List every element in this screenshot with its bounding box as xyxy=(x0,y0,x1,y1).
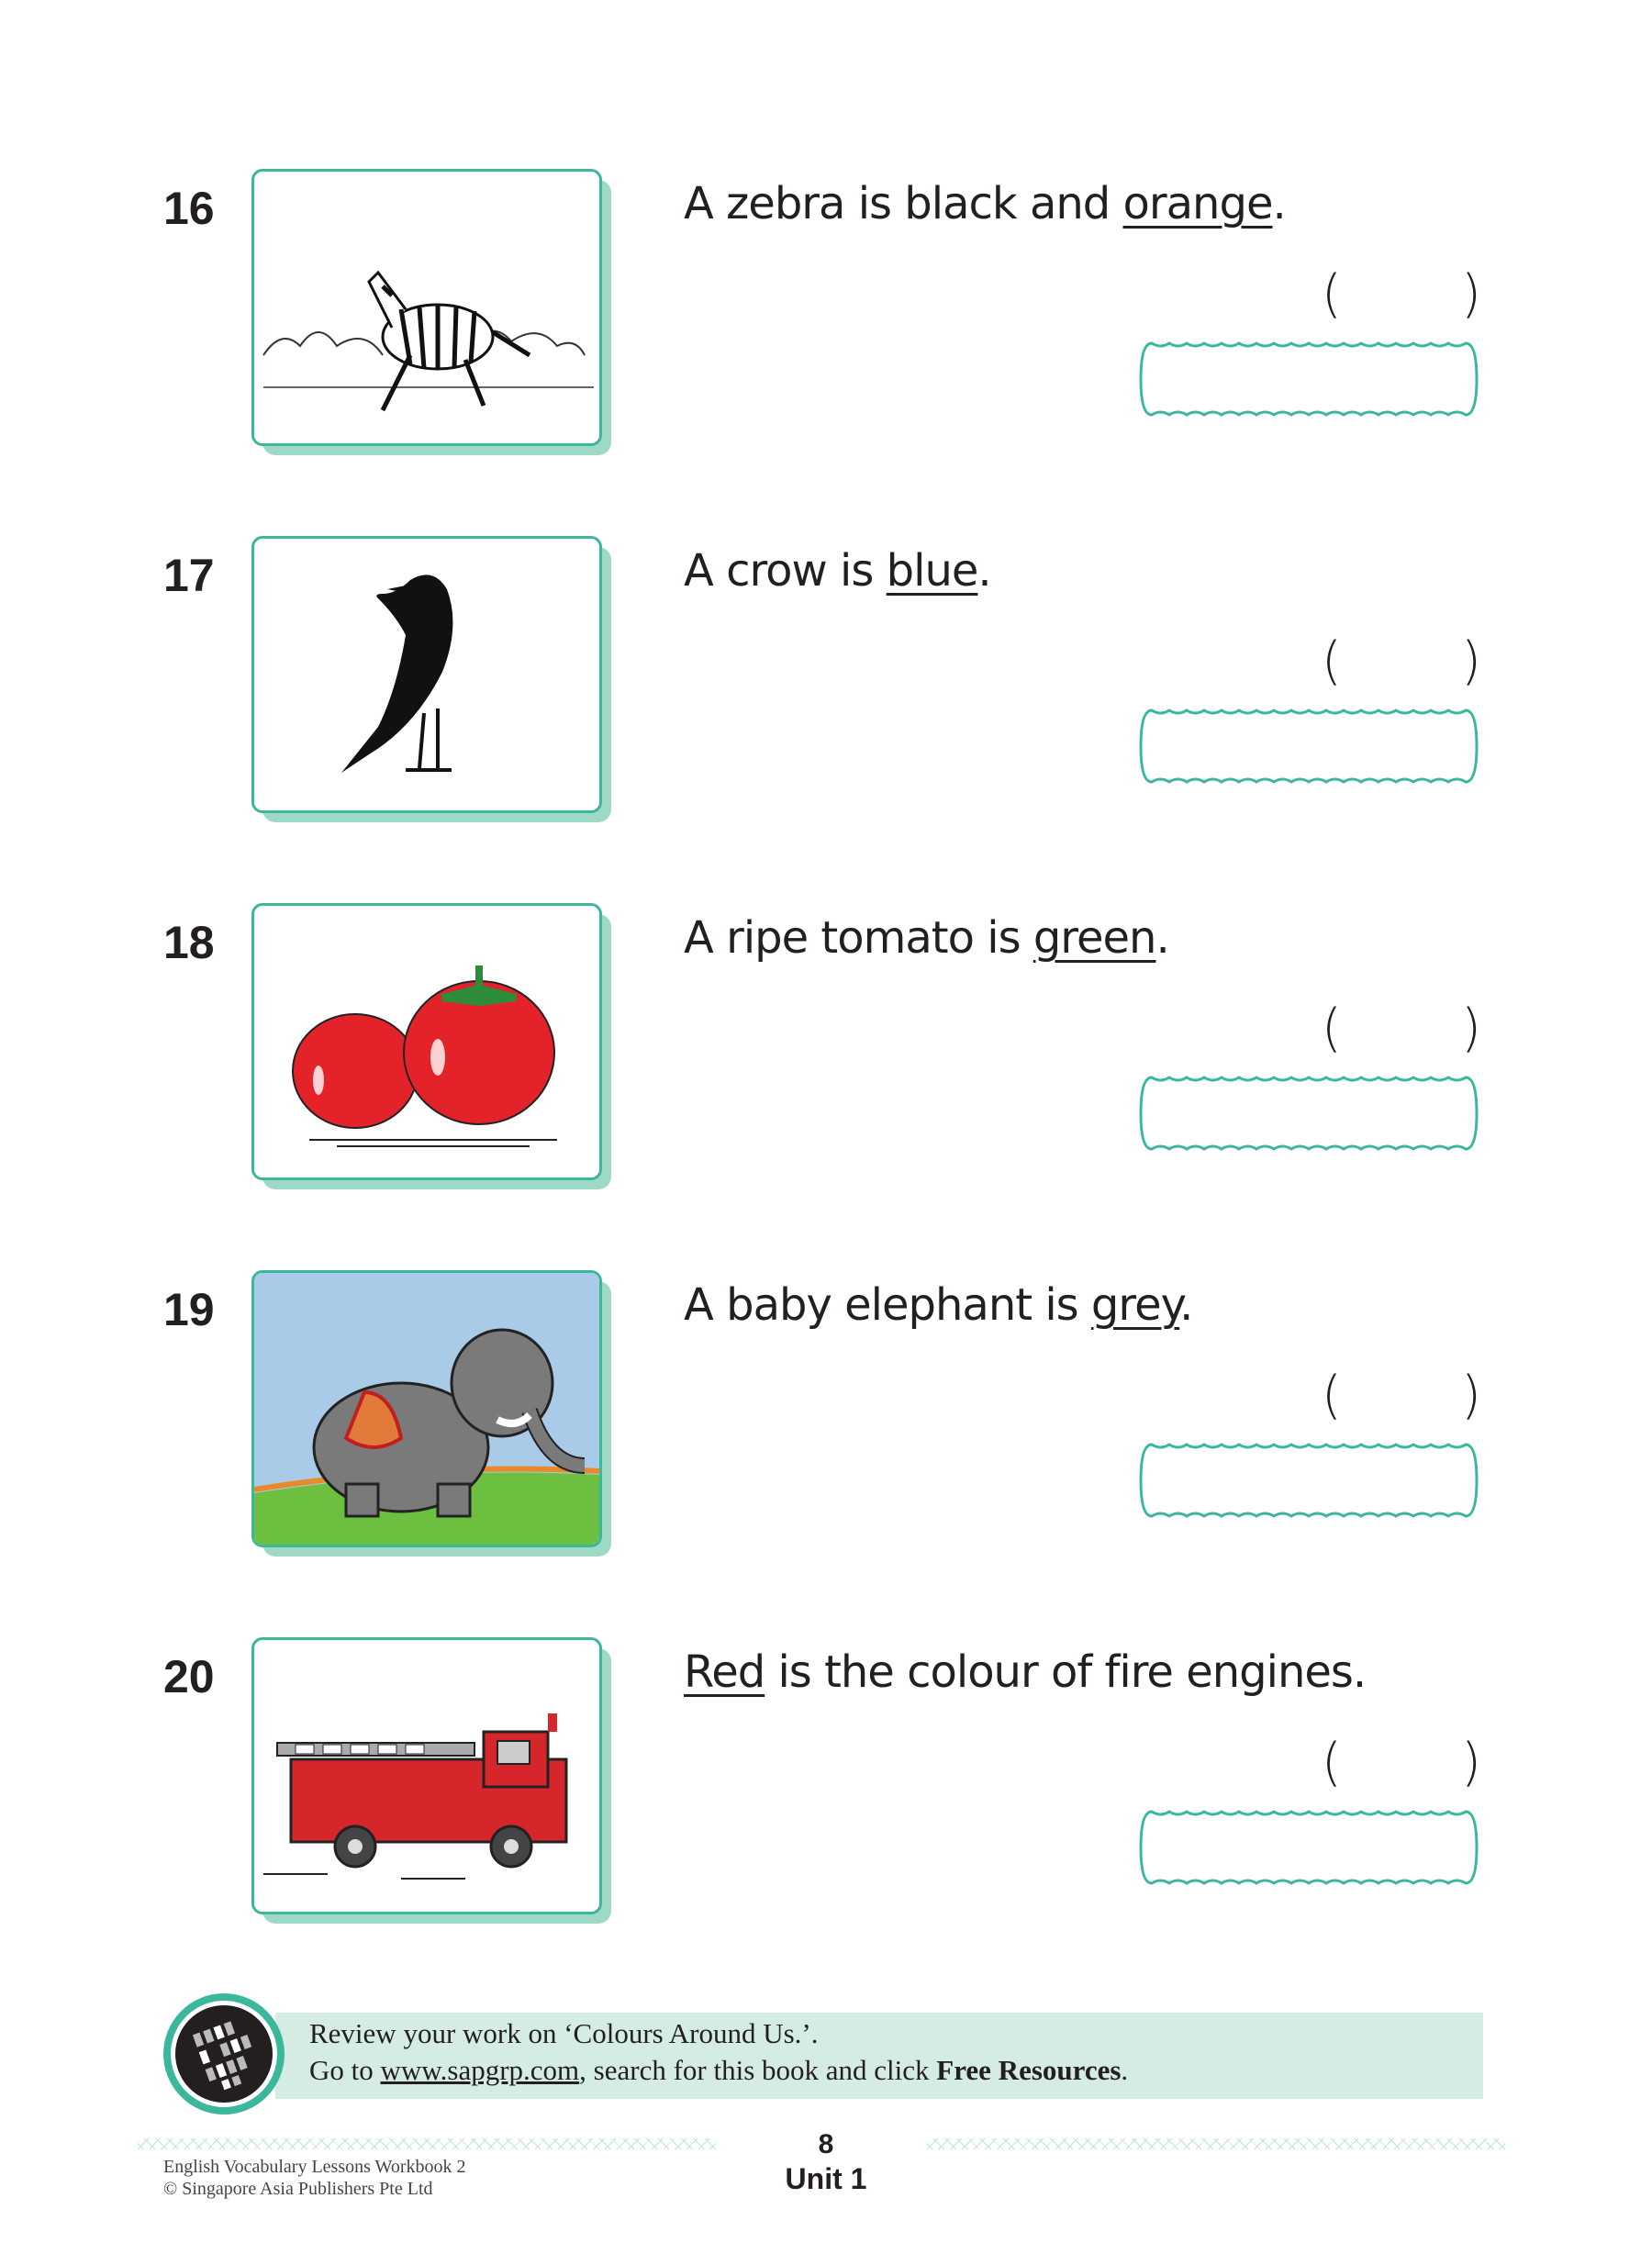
answer-bracket-open: ( xyxy=(1322,1733,1342,1792)
question-sentence xyxy=(684,545,991,597)
question-number: 20 xyxy=(163,1651,215,1702)
sentence-text: A ripe tomato is xyxy=(684,912,1033,964)
answer-box[interactable] xyxy=(1138,705,1479,787)
answer-bracket-open: ( xyxy=(1322,999,1342,1058)
question-item xyxy=(0,1646,1652,2017)
question-sentence xyxy=(684,1279,1192,1331)
answer-bracket-close: ) xyxy=(1461,264,1481,324)
review-text: . xyxy=(1121,2054,1129,2086)
review-text: , search for this book and click xyxy=(579,2054,937,2086)
elephant-illustration xyxy=(254,1273,599,1545)
free-resources-label: Free Resources xyxy=(936,2054,1122,2086)
answer-bracket-close: ) xyxy=(1461,1366,1481,1425)
review-text: Go to xyxy=(309,2054,381,2086)
book-title: English Vocabulary Lessons Workbook 2 xyxy=(163,2157,466,2177)
question-number: 17 xyxy=(163,550,215,601)
question-item xyxy=(0,178,1652,549)
underlined-word: green xyxy=(1032,912,1156,964)
sentence-text-end: . xyxy=(1272,178,1286,229)
picture-frame xyxy=(251,1270,602,1547)
sentence-text: A crow is xyxy=(684,545,887,597)
sapgrp-link[interactable]: www.sapgrp.com xyxy=(380,2054,580,2086)
copyright: © Singapore Asia Publishers Pte Ltd xyxy=(163,2179,433,2199)
question-number: 16 xyxy=(163,183,215,234)
review-line-2 xyxy=(309,2054,1128,2087)
question-sentence xyxy=(684,912,1169,964)
question-sentence xyxy=(684,1646,1366,1698)
unit-label: Unit 1 xyxy=(785,2162,867,2195)
picture-frame xyxy=(251,1637,602,1914)
question-item xyxy=(0,1279,1652,1650)
sentence-text-end: . xyxy=(977,545,991,597)
tomatoes-illustration xyxy=(254,906,599,1177)
sentence-text: A baby elephant is xyxy=(684,1279,1091,1331)
sentence-text-end: is the colour of fire engines. xyxy=(765,1646,1367,1698)
question-sentence xyxy=(684,178,1286,229)
picture-frame xyxy=(251,903,602,1180)
picture-frame xyxy=(251,536,602,813)
sentence-text-end: . xyxy=(1155,912,1169,964)
review-line-1: Review your work on ‘Colours Around Us.’. xyxy=(309,2017,819,2049)
underlined-word: grey xyxy=(1090,1279,1180,1331)
picture-frame xyxy=(251,169,602,446)
answer-bracket-close: ) xyxy=(1461,1733,1481,1792)
answer-bracket-open: ( xyxy=(1322,1366,1342,1425)
crow-illustration xyxy=(254,539,599,810)
fire-engine-illustration xyxy=(254,1640,599,1912)
answer-bracket-close: ) xyxy=(1461,631,1481,691)
underlined-word: orange xyxy=(1122,178,1273,229)
question-item xyxy=(0,912,1652,1283)
underlined-word: blue xyxy=(886,545,978,597)
qr-code-icon xyxy=(163,1993,285,2115)
question-item xyxy=(0,545,1652,916)
answer-box[interactable] xyxy=(1138,338,1479,420)
page-number: 8 xyxy=(818,2129,834,2159)
answer-box[interactable] xyxy=(1138,1439,1479,1522)
answer-bracket-close: ) xyxy=(1461,999,1481,1058)
answer-bracket-open: ( xyxy=(1322,631,1342,691)
zebra-illustration xyxy=(254,172,599,443)
answer-box[interactable] xyxy=(1138,1072,1479,1155)
underlined-word: Red xyxy=(684,1646,765,1698)
question-number: 18 xyxy=(163,917,215,968)
question-number: 19 xyxy=(163,1284,215,1335)
sentence-text-end: . xyxy=(1179,1279,1193,1331)
answer-box[interactable] xyxy=(1138,1806,1479,1889)
sentence-text: A zebra is black and xyxy=(684,178,1123,229)
answer-bracket-open: ( xyxy=(1322,264,1342,324)
